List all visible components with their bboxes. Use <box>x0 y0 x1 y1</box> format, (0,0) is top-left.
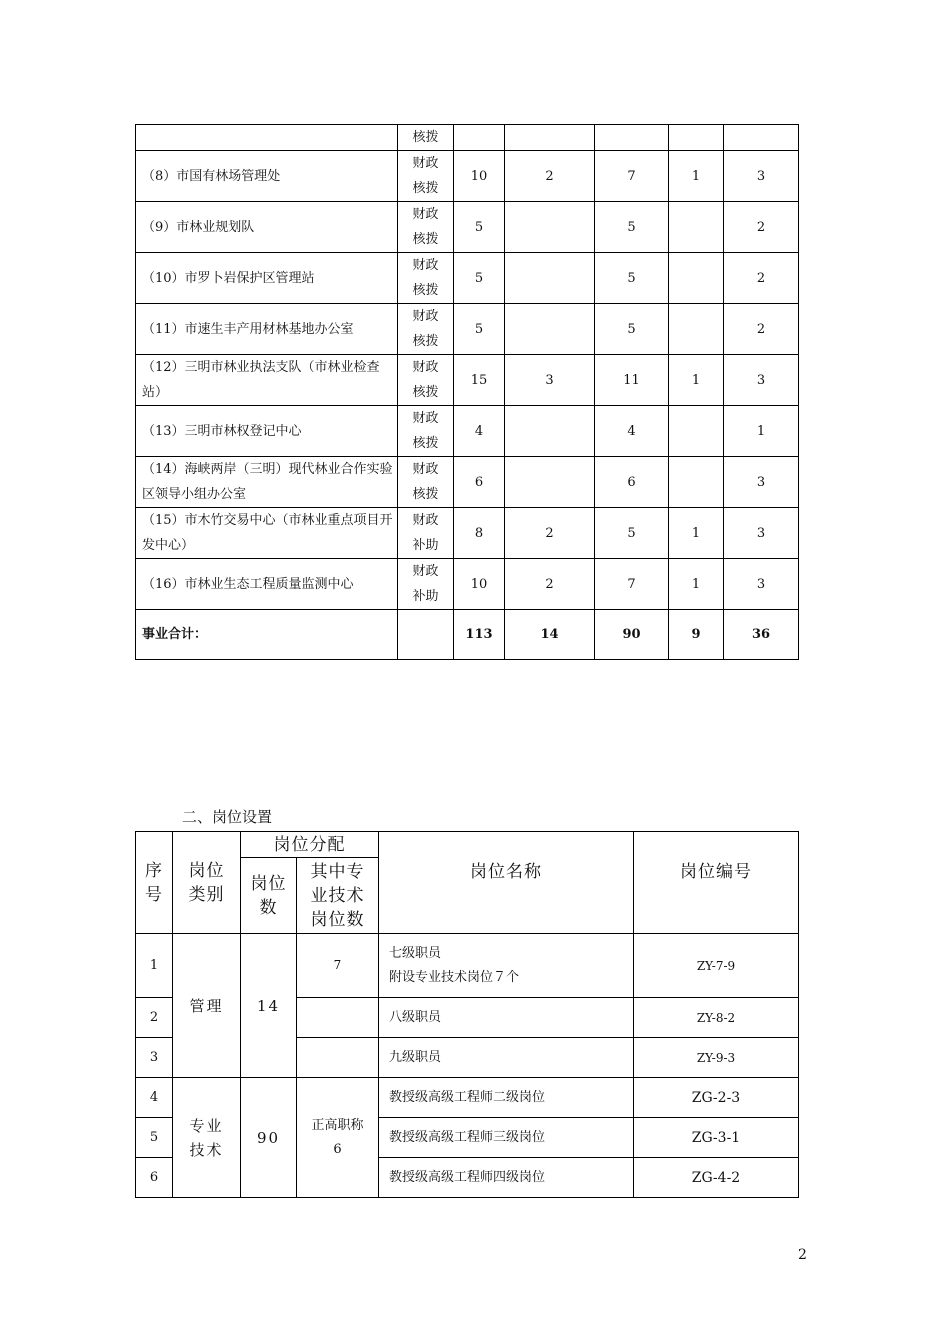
seq-cell: 1 <box>136 934 173 998</box>
funding-source-cell: 财政 核拨 <box>398 304 454 355</box>
count-cell <box>505 304 595 355</box>
count-cell: 3 <box>724 508 799 559</box>
count-cell: 4 <box>454 406 505 457</box>
post-name-cell: 教授级高级工程师四级岗位 <box>379 1158 634 1198</box>
funding-source-cell: 财政 核拨 <box>398 253 454 304</box>
count-cell <box>669 202 724 253</box>
total-label: 事业合计： <box>136 610 398 660</box>
count-cell: 1 <box>669 559 724 610</box>
count-cell: 3 <box>505 355 595 406</box>
total-count-cell: 9 <box>669 610 724 660</box>
tech-count-cell <box>297 998 379 1038</box>
header-post-code: 岗位编号 <box>634 832 799 934</box>
count-cell: 2 <box>505 559 595 610</box>
table-row <box>136 304 799 355</box>
count-cell <box>669 304 724 355</box>
unit-name-cell: （13）三明市林权登记中心 <box>136 406 398 457</box>
category-management: 管理 <box>173 934 241 1078</box>
header-allocation: 岗位分配 <box>241 832 379 858</box>
count-cell: 3 <box>724 151 799 202</box>
tech-note-cell: 正高职称 6 <box>297 1078 379 1198</box>
post-name-cell: 九级职员 <box>379 1038 634 1078</box>
count-cell: 2 <box>505 151 595 202</box>
count-cell: 1 <box>669 151 724 202</box>
funding-source-cell: 财政 核拨 <box>398 457 454 508</box>
table-row <box>136 202 799 253</box>
unit-name-cell <box>136 125 398 151</box>
count-cell <box>454 125 505 151</box>
header-category: 岗位 类别 <box>173 832 241 934</box>
table-row <box>136 151 799 202</box>
funding-source-cell: 财政 核拨 <box>398 151 454 202</box>
funding-source-cell: 核拨 <box>398 125 454 151</box>
count-management: 14 <box>241 934 297 1078</box>
post-code-cell: ZY-7-9 <box>634 934 799 998</box>
table-row <box>136 508 799 559</box>
seq-cell: 5 <box>136 1118 173 1158</box>
post-code-cell: ZY-8-2 <box>634 998 799 1038</box>
funding-source-cell: 财政 核拨 <box>398 406 454 457</box>
table-row <box>136 457 799 508</box>
unit-name-cell: （12）三明市林业执法支队（市林业检查站） <box>136 355 398 406</box>
funding-source-cell: 财政 补助 <box>398 559 454 610</box>
category-technical: 专业 技术 <box>173 1078 241 1198</box>
table-row <box>136 253 799 304</box>
post-code-cell: ZG-3-1 <box>634 1118 799 1158</box>
post-code-cell: ZY-9-3 <box>634 1038 799 1078</box>
count-cell: 11 <box>595 355 669 406</box>
funding-source-cell: 财政 核拨 <box>398 355 454 406</box>
tech-count-cell <box>297 1038 379 1078</box>
count-cell: 2 <box>724 304 799 355</box>
count-cell <box>669 406 724 457</box>
unit-name-cell: （11）市速生丰产用材林基地办公室 <box>136 304 398 355</box>
count-cell <box>505 406 595 457</box>
post-name-cell: 七级职员 附设专业技术岗位７个 <box>379 934 634 998</box>
count-cell <box>669 457 724 508</box>
count-cell: 7 <box>595 559 669 610</box>
count-cell: 6 <box>595 457 669 508</box>
count-cell <box>505 125 595 151</box>
count-cell: 5 <box>595 202 669 253</box>
count-cell: 8 <box>454 508 505 559</box>
count-cell: 4 <box>595 406 669 457</box>
unit-name-cell: （8）市国有林场管理处 <box>136 151 398 202</box>
count-cell <box>505 457 595 508</box>
funding-source-cell: 财政 核拨 <box>398 202 454 253</box>
count-cell: 1 <box>724 406 799 457</box>
count-cell: 5 <box>454 202 505 253</box>
count-cell <box>505 253 595 304</box>
header-seq: 序 号 <box>136 832 173 934</box>
unit-name-cell: （14）海峡两岸（三明）现代林业合作实验区领导小组办公室 <box>136 457 398 508</box>
header-tech-count: 其中专 业技术 岗位数 <box>297 858 379 934</box>
count-cell <box>505 202 595 253</box>
count-cell: 1 <box>669 355 724 406</box>
count-cell: 2 <box>505 508 595 559</box>
header-count: 岗位 数 <box>241 858 297 934</box>
count-cell: 5 <box>454 304 505 355</box>
table-row <box>136 406 799 457</box>
staffing-table <box>135 124 799 660</box>
unit-name-cell: （10）市罗卜岩保护区管理站 <box>136 253 398 304</box>
total-count-cell: 36 <box>724 610 799 660</box>
page-number: 2 <box>798 1247 807 1263</box>
count-cell: 5 <box>454 253 505 304</box>
post-settings-table <box>135 831 799 1198</box>
post-code-cell: ZG-2-3 <box>634 1078 799 1118</box>
unit-name-cell: （9）市林业规划队 <box>136 202 398 253</box>
total-row <box>136 610 799 660</box>
count-cell: 10 <box>454 151 505 202</box>
count-cell: 15 <box>454 355 505 406</box>
section-title: 二、岗位设置 <box>182 808 273 826</box>
count-cell: 7 <box>595 151 669 202</box>
header-post-name: 岗位名称 <box>379 832 634 934</box>
empty-cell <box>398 610 454 660</box>
funding-source-cell: 财政 补助 <box>398 508 454 559</box>
post-name-cell: 教授级高级工程师三级岗位 <box>379 1118 634 1158</box>
count-cell: 3 <box>724 559 799 610</box>
table-row <box>136 125 799 151</box>
count-cell: 6 <box>454 457 505 508</box>
count-cell: 2 <box>724 253 799 304</box>
count-cell <box>669 125 724 151</box>
count-cell <box>595 125 669 151</box>
count-cell: 5 <box>595 253 669 304</box>
post-code-cell: ZG-4-2 <box>634 1158 799 1198</box>
count-cell: 10 <box>454 559 505 610</box>
seq-cell: 2 <box>136 998 173 1038</box>
unit-name-cell: （16）市林业生态工程质量监测中心 <box>136 559 398 610</box>
count-cell: 1 <box>669 508 724 559</box>
unit-name-cell: （15）市木竹交易中心（市林业重点项目开发中心） <box>136 508 398 559</box>
count-cell: 5 <box>595 304 669 355</box>
count-cell: 3 <box>724 355 799 406</box>
count-technical: 90 <box>241 1078 297 1198</box>
total-count-cell: 14 <box>505 610 595 660</box>
count-cell: 5 <box>595 508 669 559</box>
post-name-cell: 教授级高级工程师二级岗位 <box>379 1078 634 1118</box>
table-row <box>136 355 799 406</box>
count-cell: 2 <box>724 202 799 253</box>
seq-cell: 6 <box>136 1158 173 1198</box>
total-count-cell: 90 <box>595 610 669 660</box>
post-name-cell: 八级职员 <box>379 998 634 1038</box>
count-cell: 3 <box>724 457 799 508</box>
table-row <box>136 559 799 610</box>
seq-cell: 4 <box>136 1078 173 1118</box>
total-count-cell: 113 <box>454 610 505 660</box>
seq-cell: 3 <box>136 1038 173 1078</box>
count-cell <box>724 125 799 151</box>
tech-count-cell: 7 <box>297 934 379 998</box>
count-cell <box>669 253 724 304</box>
